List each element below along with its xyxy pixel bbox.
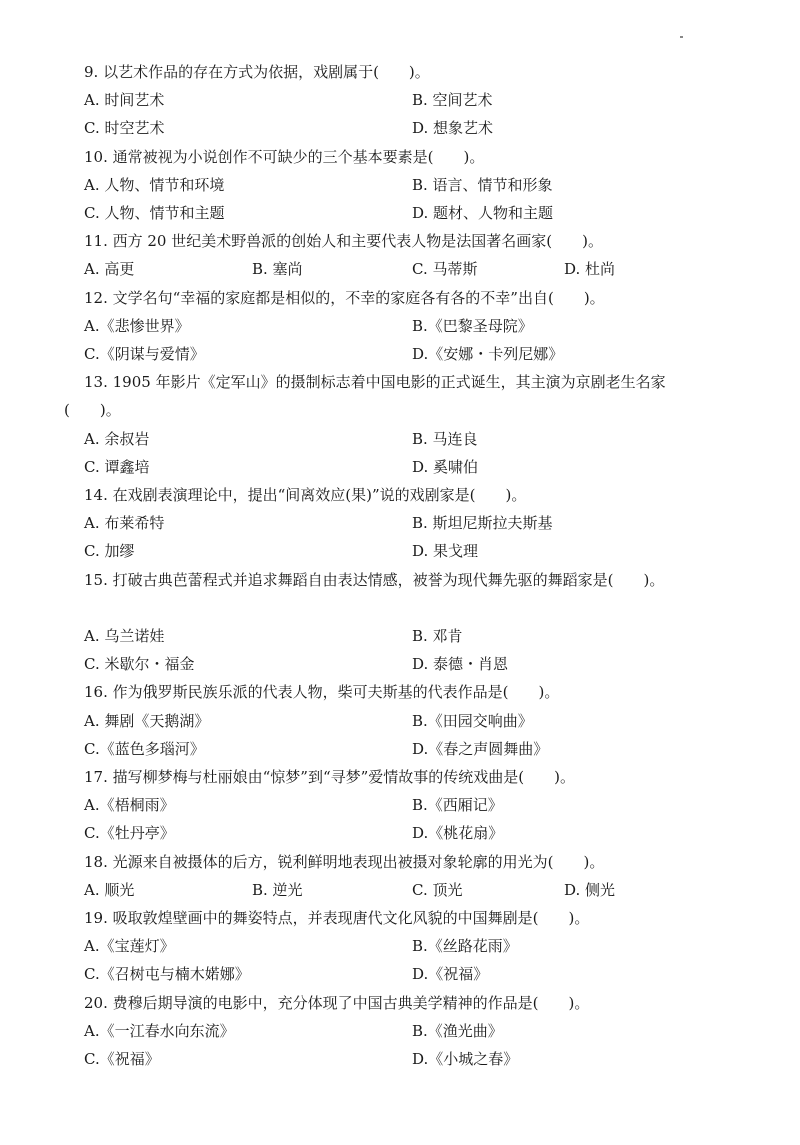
question-14-option-b: B. 斯坦尼斯拉夫斯基 xyxy=(412,514,553,533)
question-11-option-b: B. 塞尚 xyxy=(252,260,303,279)
question-12-options-row xyxy=(84,340,724,368)
question-19-options-row xyxy=(84,960,724,988)
question-16-options-row xyxy=(84,735,724,763)
question-17-option-a: A.《梧桐雨》 xyxy=(84,796,175,815)
question-18-option-c: C. 顶光 xyxy=(412,880,463,899)
question-12-option-b: B.《巴黎圣母院》 xyxy=(412,316,533,335)
question-11-stem: 11. 西方 20 世纪美术野兽派的创始人和主要代表人物是法国著名画家( )。 xyxy=(84,232,603,251)
question-15-option-b: B. 邓肯 xyxy=(412,627,463,645)
question-10-option-d: D. 题材、人物和主题 xyxy=(412,204,554,222)
question-13-options-row xyxy=(84,425,724,453)
question-13-option-a: A. 余叔岩 xyxy=(84,429,150,448)
question-13-option-b: B. 马连良 xyxy=(412,429,478,448)
question-16-options-row xyxy=(84,707,724,735)
question-19-option-d: D.《祝福》 xyxy=(412,965,489,984)
question-14-options-row xyxy=(84,537,724,565)
question-20-option-a: A.《一江春水向东流》 xyxy=(84,1021,235,1040)
question-9-option-d: D. 想象艺术 xyxy=(412,119,494,138)
question-9-stem: 9. 以艺术作品的存在方式为依据，戏剧属于( )。 xyxy=(84,63,430,81)
question-19-stem: 19. 吸取敦煌壁画中的舞姿特点，并表现唐代文化风貌的中国舞剧是( )。 xyxy=(84,909,590,927)
question-17-option-b: B.《西厢记》 xyxy=(412,796,503,815)
question-18-option-a: A. 顺光 xyxy=(84,880,135,899)
question-11-options-row xyxy=(84,255,724,283)
question-11-option-d: D. 杜尚 xyxy=(564,260,616,279)
question-17-options-row xyxy=(84,791,724,819)
question-17-option-d: D.《桃花扇》 xyxy=(412,824,504,843)
question-15-option-d: D. 泰德・肖恩 xyxy=(412,655,509,674)
question-19-option-a: A.《宝莲灯》 xyxy=(84,937,175,956)
question-10-options-row xyxy=(84,171,724,199)
question-15-options-row xyxy=(84,622,724,650)
question-17-stem: 17. 描写柳梦梅与杜丽娘由“惊梦”到“寻梦”爱情故事的传统戏曲是( )。 xyxy=(84,768,576,786)
question-20-options-row xyxy=(84,1045,724,1073)
question-11-option-c: C. 马蒂斯 xyxy=(412,260,478,279)
question-16-option-d: D.《春之声圆舞曲》 xyxy=(412,739,549,758)
question-15-options-row xyxy=(84,650,724,678)
question-9-option-a: A. 时间艺术 xyxy=(84,91,165,110)
question-14-option-c: C. 加缪 xyxy=(84,542,135,561)
question-12-options-row xyxy=(84,312,724,340)
question-10-option-c: C. 人物、情节和主题 xyxy=(84,204,225,222)
question-12-option-a: A.《悲惨世界》 xyxy=(84,316,190,335)
question-12-stem: 12. 文学名句“幸福的家庭都是相似的，不幸的家庭各有各的不幸”出自( )。 xyxy=(84,288,605,307)
question-10-option-a: A. 人物、情节和环境 xyxy=(84,175,225,194)
question-14-option-a: A. 布莱希特 xyxy=(84,514,165,533)
question-19-option-c: C.《召树屯与楠木婼娜》 xyxy=(84,965,250,984)
question-9-options-row xyxy=(84,114,724,142)
question-19-options-row xyxy=(84,932,724,960)
question-14-options-row xyxy=(84,509,724,537)
question-14-option-d: D. 果戈理 xyxy=(412,542,479,561)
question-10-stem: 10. 通常被视为小说创作不可缺少的三个基本要素是( )。 xyxy=(84,147,485,166)
question-18-stem: 18. 光源来自被摄体的后方，锐利鲜明地表现出被摄对象轮廓的用光为( )。 xyxy=(84,852,605,871)
question-18-option-d: D. 侧光 xyxy=(564,880,616,899)
scan-speck xyxy=(680,36,683,38)
question-20-option-c: C.《祝福》 xyxy=(84,1050,160,1068)
question-11-option-a: A. 高更 xyxy=(84,260,135,279)
question-13-stem: 13. 1905 年影片《定军山》的摄制标志着中国电影的正式诞生，其主演为京剧老生名家( )。 xyxy=(64,373,666,420)
question-16-stem: 16. 作为俄罗斯民族乐派的代表人物，柴可夫斯基的代表作品是( )。 xyxy=(84,683,560,702)
question-12-option-d: D.《安娜・卡列尼娜》 xyxy=(412,345,564,363)
question-9-options-row xyxy=(84,86,724,114)
question-9-option-b: B. 空间艺术 xyxy=(412,91,493,110)
question-13-option-c: C. 谭鑫培 xyxy=(84,457,150,476)
question-10-options-row xyxy=(84,199,724,227)
question-10-option-b: B. 语言、情节和形象 xyxy=(412,175,553,194)
question-15-stem: 15. 打破古典芭蕾程式并追求舞蹈自由表达情感，被誉为现代舞先驱的舞蹈家是( )。 xyxy=(84,570,665,589)
question-20-option-b: B.《渔光曲》 xyxy=(412,1021,503,1040)
question-16-option-a: A. 舞剧《天鹅湖》 xyxy=(84,711,210,730)
question-17-options-row xyxy=(84,819,724,847)
question-15-option-a: A. 乌兰诺娃 xyxy=(84,627,165,645)
question-16-option-b: B.《田园交响曲》 xyxy=(412,711,533,730)
question-14-stem: 14. 在戏剧表演理论中，提出“间离效应(果)”说的戏剧家是( )。 xyxy=(84,486,527,504)
question-12-option-c: C.《阴谋与爱情》 xyxy=(84,345,205,363)
question-9-option-c: C. 时空艺术 xyxy=(84,119,165,138)
question-18-options-row xyxy=(84,876,724,904)
question-20-option-d: D.《小城之春》 xyxy=(412,1050,519,1068)
question-20-options-row xyxy=(84,1017,724,1045)
question-15-option-c: C. 米歇尔・福金 xyxy=(84,655,195,674)
question-20-stem: 20. 费穆后期导演的电影中，充分体现了中国古典美学精神的作品是( )。 xyxy=(84,993,590,1012)
question-16-option-c: C.《蓝色多瑙河》 xyxy=(84,739,205,758)
question-17-option-c: C.《牡丹亭》 xyxy=(84,824,175,843)
question-13-option-d: D. 奚啸伯 xyxy=(412,457,479,476)
question-19-option-b: B.《丝路花雨》 xyxy=(412,937,518,956)
question-18-option-b: B. 逆光 xyxy=(252,880,303,899)
question-13-options-row xyxy=(84,453,724,481)
